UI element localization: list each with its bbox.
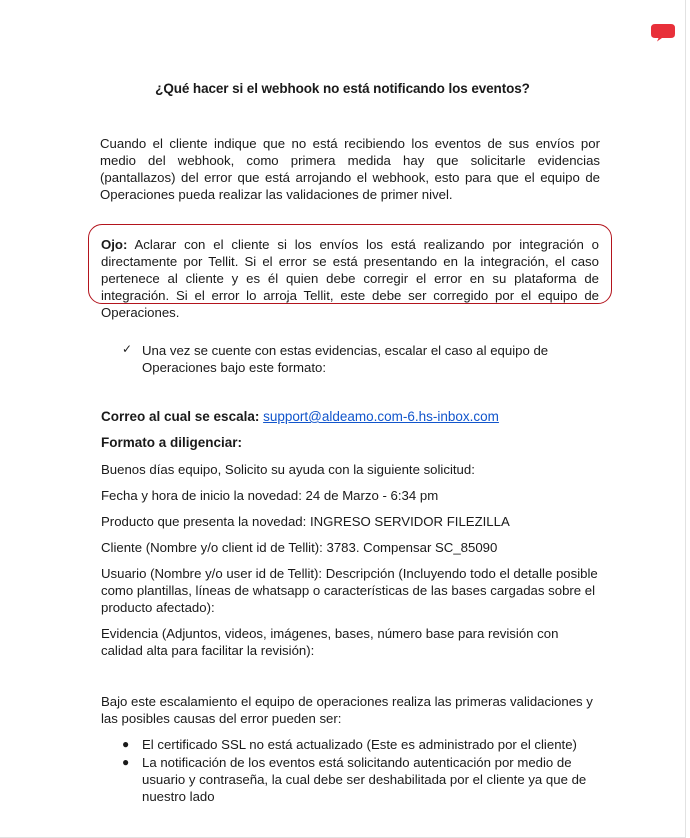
causes-list [122,736,592,806]
format-line-greeting: Buenos días equipo, Solicito su ayuda con la siguiente solicitud: [101,462,475,477]
format-line-evidence: Evidencia (Adjuntos, videos, imágenes, bases, número base para revisión con calidad alta para facilitar la revisión): [101,626,559,658]
intro-paragraph: Cuando el cliente indique que no está recibiendo los eventos de sus envíos por medio del webhook, como primera medida hay que solicitarle evidencias (pantallazos) del error que está arrojando el webhook, esto para que el equipo de Operaciones pueda realizar las validaciones de primer nivel. [100,136,600,202]
warning-body: Aclarar con el cliente si los envíos los está realizando por integración o directamente por Tellit. Si el error se está presentando en la integración, el caso pertenece al cliente y es él quien debe corregir el error en su plataforma de integración. Si el error lo arroja Tellit, este debe ser corregido por el equipo de Operaciones. [101,237,599,320]
format-line-product: Producto que presenta la novedad: INGRESO SERVIDOR FILEZILLA [101,514,510,529]
list-item [122,754,592,805]
format-line-user: Usuario (Nombre y/o user id de Tellit): Descripción (Incluyendo todo el detalle posible como plantillas, líneas de whatsapp o características de las bases cargadas sobre el producto afectado): [101,566,598,615]
list-item-text: La notificación de los eventos está solicitando autenticación por medio de usuario y contraseña, la cual debe ser deshabilitada por el cliente ya que de nuestro lado [142,755,587,804]
checkmark-icon: ✓ [122,342,133,356]
page-title: ¿Qué hacer si el webhook no está notificando los eventos? [155,81,530,96]
email-line [101,409,499,424]
list-item-text: El certificado SSL no está actualizado (Este es administrado por el cliente) [142,737,577,752]
check-item-text: Una vez se cuente con estas evidencias, escalar el caso al equipo de Operaciones bajo este formato: [142,343,549,375]
speech-bubble-logo-icon [650,23,676,42]
format-heading: Formato a diligenciar: [101,435,243,450]
support-email-link[interactable]: support@aldeamo.com-6.hs-inbox.com [263,409,499,424]
warning-label: Ojo: [101,237,128,252]
email-label: Correo al cual se escala: [101,409,260,424]
format-line-client: Cliente (Nombre y/o client id de Tellit): 3783. Compensar SC_85090 [101,540,498,555]
closing-paragraph: Bajo este escalamiento el equipo de operaciones realiza las primeras validaciones y las posibles causas del error pueden ser: [101,694,593,726]
list-item [122,736,592,753]
bullet-dot-icon: ● [122,737,130,751]
warning-callout-text [101,236,599,321]
format-line-date: Fecha y hora de inicio la novedad: 24 de Marzo - 6:34 pm [101,488,439,503]
bullet-dot-icon: ● [122,755,130,769]
